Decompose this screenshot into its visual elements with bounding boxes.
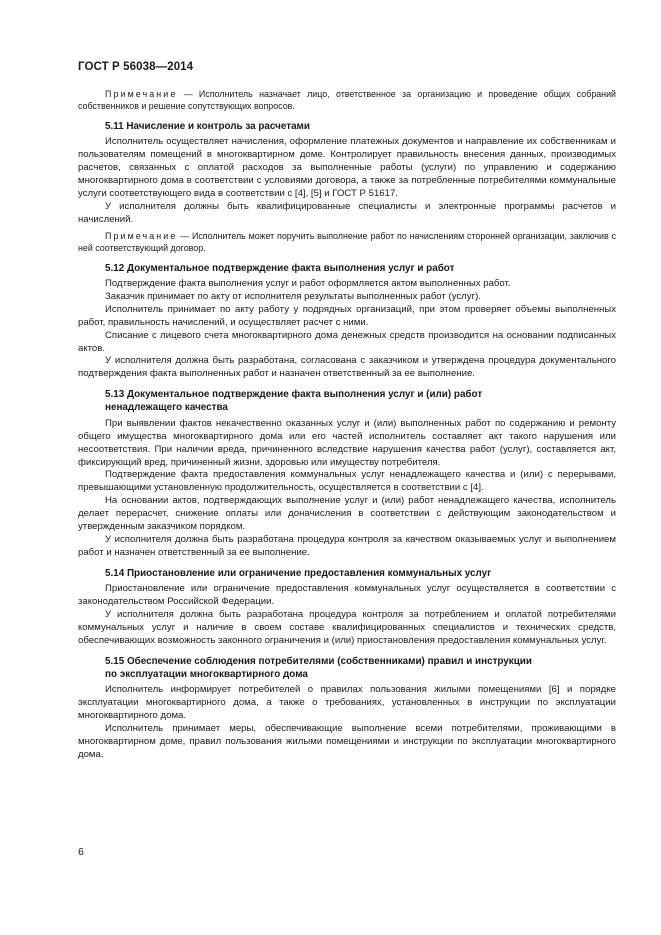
paragraph: У исполнителя должна быть разработана, согласована с заказчиком и утверждена процедура документального подтверждения факта выполненных работ и назначен ответственный за ее выполнение. [78, 355, 616, 380]
note-label: Примечание [105, 230, 178, 241]
paragraph: Исполнитель информирует потребителей о правилах пользования жилыми помещениями [6] и порядке эксплуатации многоквартирного дома, а также о требованиях, установленных в инструкции по эксплуатации многоквартирного дома. [78, 684, 616, 722]
heading-line: 5.13 Документальное подтверждение факта выполнения услуг и (или) работ [105, 389, 483, 401]
paragraph: Исполнитель осуществляет начисления, оформление платежных документов и направление их собственникам и пользователям помещений в многоквартирном доме. Контролирует правильность внесения данных, производимых расчетов, связанных с оплатой расходов за выполненные работы (услуги) по управлению и содержанию многоквартирного дома в соответствии с условиями договора, а также за потребленные потребителями коммунальные услуги соответствующего вида в соответствии с [4], [5] и ГОСТ Р 51617. [78, 136, 616, 199]
paragraph: У исполнителя должна быть разработана процедура контроля за качеством оказываемых услуг и выполнением работ и назначен ответственный за ее выполнение. [78, 533, 616, 558]
note-paragraph [78, 230, 616, 255]
section-heading-5-13 [78, 388, 616, 414]
note-paragraph [78, 88, 616, 113]
paragraph: На основании актов, подтверждающих выполнение услуг и (или) работ ненадлежащего качества, исполнитель делает перерасчет, снижение оплаты или доначисления в соответствии с действующим законодательством и утвержденным заказчиком порядком. [78, 495, 616, 533]
document-body [78, 88, 616, 762]
paragraph: Подтверждение факта предоставления коммунальных услуг ненадлежащего качества и (или) с перерывами, превышающими установленную продолжительность, осуществляется в соответствии с [4]. [78, 469, 616, 494]
section-heading-5-15 [78, 655, 616, 681]
paragraph: У исполнителя должны быть квалифицированные специалисты и электронные программы расчетов и начислений. [78, 200, 616, 225]
paragraph: При выявлении фактов некачественно оказанных услуг и (или) выполненных работ по содержанию и ремонту общего имущества многоквартирного дома или его частей исполнитель составляет акт такого нарушения или несоответствия. При наличии вреда, причиненного вследствие нарушения качества работ (услуг), составляется акт, фиксирующий вред, причиненный жизни, здоровью или имуществу потребителя. [78, 417, 616, 468]
section-heading-5-12: 5.12 Документальное подтверждение факта выполнения услуг и работ [105, 262, 455, 274]
paragraph: Списание с лицевого счета многоквартирного дома денежных средств производится на основании подписанных актов. [78, 329, 616, 354]
paragraph: Подтверждение факта выполнения услуг и работ оформляется актом выполненных работ. [105, 278, 511, 290]
heading-line: ненадлежащего качества [105, 402, 228, 414]
page-number: 6 [78, 846, 84, 858]
paragraph: Исполнитель принимает меры, обеспечивающие выполнение всеми потребителями, проживающими в многоквартирном доме, правил пользования жилыми помещениями и инструкции по эксплуатации многоквартирного дома. [78, 723, 616, 760]
paragraph: Исполнитель принимает по акту работу у подрядных организаций, при этом проверяет объемы выполненных работ, правильность начислений, и осуществляет расчет с ними. [78, 303, 616, 328]
section-heading-5-14: 5.14 Приостановление или ограничение предоставления коммунальных услуг [105, 567, 492, 579]
paragraph: У исполнителя должна быть разработана процедура контроля за потреблением и оплатой потребителями коммунальных услуг и наличие в своем составе квалифицированных специалистов и технических средств, обеспечивающих возможность законного ограничения и (или) приостановления предоставления коммунальных услуг. [78, 609, 616, 646]
section-heading-5-11: 5.11 Начисление и контроль за расчетами [105, 120, 310, 132]
paragraph: Приостановление или ограничение предоставления коммунальных услуг осуществляется в соответствии с законодательством Российской Федерации. [78, 583, 616, 608]
paragraph: Заказчик принимает по акту от исполнителя результаты выполненных работ (услуг). [105, 290, 481, 302]
document-header: ГОСТ Р 56038—2014 [78, 61, 194, 73]
note-text: — Исполнитель назначает лицо, ответственное за организацию и проведение общих собраний собственников и решение сопутствующих вопросов. [78, 89, 617, 112]
heading-line: по эксплуатации многоквартирного дома [105, 668, 308, 680]
heading-line: 5.15 Обеспечение соблюдения потребителями (собственниками) правил и инструкции [105, 655, 532, 667]
note-label: Примечание [105, 89, 178, 99]
note-text: — Исполнитель может поручить выполнение работ по начислениям сторонней организации, заключив с ней соответствующий договор. [78, 230, 617, 254]
